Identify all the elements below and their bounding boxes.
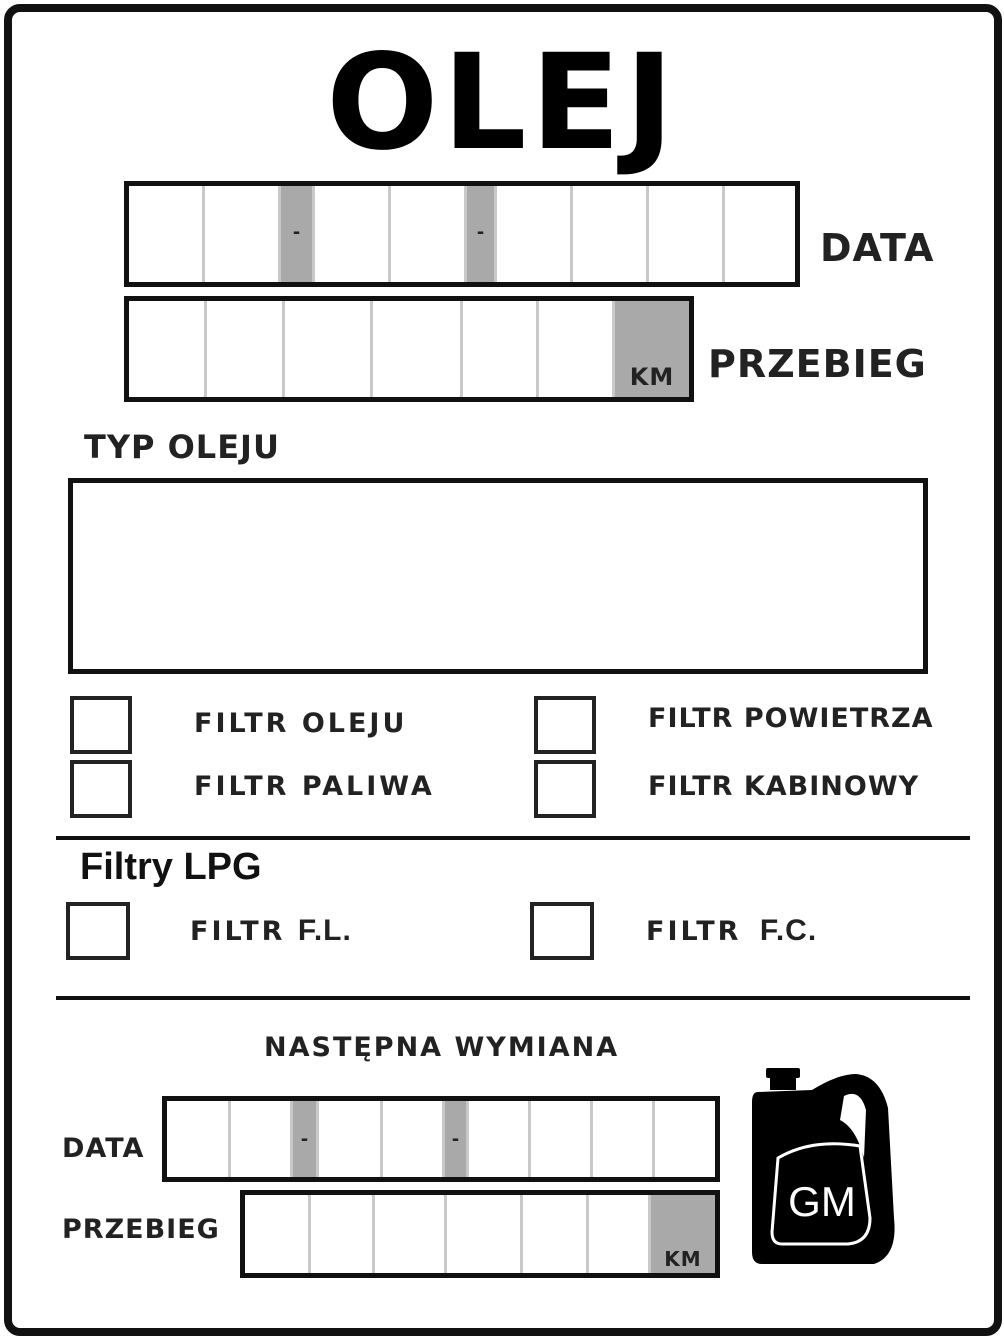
oil-type-field[interactable] bbox=[68, 478, 928, 674]
lpg-fc-prefix: FILTR bbox=[646, 916, 742, 947]
date-digit-cell[interactable] bbox=[649, 186, 725, 282]
date-entry-row bbox=[124, 181, 800, 287]
air-filter-label: FILTR POWIETRZA bbox=[648, 703, 934, 734]
lpg-fl-filter-checkbox[interactable] bbox=[66, 902, 130, 960]
next-date-label: DATA bbox=[62, 1133, 145, 1164]
mileage-digit-cell[interactable] bbox=[285, 301, 373, 397]
next-change-heading: NASTĘPNA WYMIANA bbox=[264, 1032, 620, 1063]
next-date-digit-cell[interactable] bbox=[593, 1101, 655, 1177]
next-date-digit-cell[interactable] bbox=[231, 1101, 293, 1177]
oil-canister-icon bbox=[752, 1068, 898, 1266]
date-separator: - bbox=[300, 1128, 309, 1150]
date-label: DATA bbox=[820, 226, 935, 270]
next-mileage-entry-row bbox=[240, 1190, 720, 1278]
section-divider bbox=[56, 996, 970, 1000]
next-mileage-label: PRZEBIEG bbox=[62, 1214, 220, 1245]
date-digit-cell[interactable] bbox=[205, 186, 281, 282]
next-date-separator-cell bbox=[445, 1101, 469, 1177]
next-mileage-digit-cell[interactable] bbox=[589, 1195, 651, 1273]
mileage-label: PRZEBIEG bbox=[708, 342, 927, 386]
date-separator: - bbox=[476, 222, 485, 244]
mileage-digit-cell[interactable] bbox=[129, 301, 207, 397]
oil-filter-checkbox[interactable] bbox=[70, 696, 132, 754]
logo-text: GM bbox=[788, 1178, 856, 1225]
fuel-filter-checkbox[interactable] bbox=[70, 760, 132, 818]
date-digit-cell[interactable] bbox=[573, 186, 649, 282]
km-unit: KM bbox=[629, 363, 675, 391]
lpg-fc-filter-checkbox[interactable] bbox=[530, 902, 594, 960]
next-mileage-digit-cell[interactable] bbox=[375, 1195, 447, 1273]
km-unit-cell bbox=[615, 301, 689, 397]
mileage-digit-cell[interactable] bbox=[373, 301, 463, 397]
mileage-digit-cell[interactable] bbox=[463, 301, 539, 397]
date-digit-cell[interactable] bbox=[725, 186, 795, 282]
cabin-filter-label: FILTR KABINOWY bbox=[648, 771, 920, 802]
mileage-digit-cell[interactable] bbox=[539, 301, 615, 397]
fuel-filter-label: FILTR PALIWA bbox=[194, 771, 435, 802]
date-separator: - bbox=[292, 222, 301, 244]
section-divider bbox=[56, 836, 970, 840]
next-date-digit-cell[interactable] bbox=[319, 1101, 383, 1177]
lpg-fl-code: F.L. bbox=[297, 914, 352, 947]
next-km-unit-cell bbox=[651, 1195, 715, 1273]
next-date-entry-row bbox=[162, 1096, 720, 1182]
date-digit-cell[interactable] bbox=[497, 186, 573, 282]
lpg-fl-filter-label bbox=[190, 914, 352, 948]
mileage-digit-cell[interactable] bbox=[207, 301, 285, 397]
next-date-digit-cell[interactable] bbox=[167, 1101, 231, 1177]
date-digit-cell[interactable] bbox=[315, 186, 391, 282]
date-digit-cell[interactable] bbox=[129, 186, 205, 282]
lpg-fc-code: F.C. bbox=[759, 914, 818, 947]
next-date-digit-cell[interactable] bbox=[469, 1101, 531, 1177]
cabin-filter-checkbox[interactable] bbox=[534, 760, 596, 818]
date-separator: - bbox=[451, 1128, 460, 1150]
next-mileage-digit-cell[interactable] bbox=[245, 1195, 311, 1273]
next-date-digit-cell[interactable] bbox=[531, 1101, 593, 1177]
lpg-heading: Filtry LPG bbox=[80, 846, 262, 888]
date-separator-cell bbox=[467, 186, 497, 282]
next-date-digit-cell[interactable] bbox=[655, 1101, 715, 1177]
next-mileage-digit-cell[interactable] bbox=[447, 1195, 523, 1273]
air-filter-checkbox[interactable] bbox=[534, 696, 596, 754]
lpg-fc-filter-label bbox=[646, 914, 817, 948]
next-mileage-digit-cell[interactable] bbox=[523, 1195, 589, 1273]
next-date-separator-cell bbox=[293, 1101, 319, 1177]
oil-filter-label: FILTR OLEJU bbox=[194, 708, 408, 739]
oil-type-label: TYP OLEJU bbox=[84, 428, 280, 466]
date-separator-cell bbox=[281, 186, 315, 282]
km-unit: KM bbox=[664, 1247, 702, 1271]
date-digit-cell[interactable] bbox=[391, 186, 467, 282]
next-mileage-digit-cell[interactable] bbox=[311, 1195, 375, 1273]
lpg-fl-prefix: FILTR bbox=[190, 916, 286, 947]
page-title: OLEJ bbox=[326, 26, 678, 180]
mileage-entry-row bbox=[124, 296, 694, 402]
next-date-digit-cell[interactable] bbox=[383, 1101, 445, 1177]
